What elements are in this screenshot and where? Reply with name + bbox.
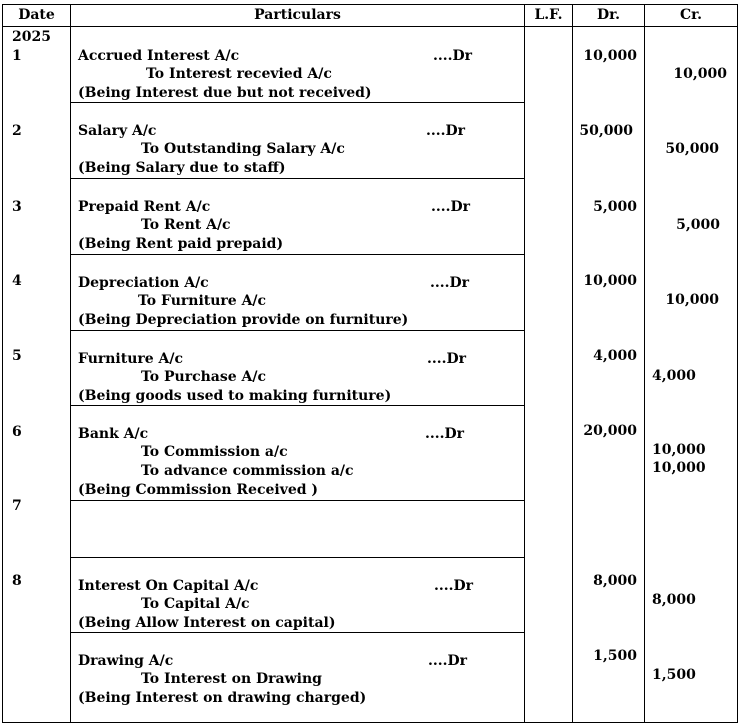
narration: (Being Interest due but not received) <box>78 85 372 101</box>
cr-amount: 10,000 <box>673 66 727 82</box>
debit-account: Furniture A/c <box>78 351 184 367</box>
debit-account: Interest On Capital A/c <box>78 578 259 594</box>
credit-account: To Interest recevied A/c <box>146 66 332 82</box>
entry-separator <box>70 405 525 406</box>
dr-amount: 10,000 <box>583 273 637 289</box>
entry-number: 8 <box>12 573 22 589</box>
border-bottom <box>2 722 738 723</box>
year-label: 2025 <box>12 29 51 45</box>
entry-number: 2 <box>12 123 22 139</box>
dr-amount: 10,000 <box>583 48 637 64</box>
credit-account: To Interest on Drawing <box>141 671 322 687</box>
credit-account: To Capital A/c <box>141 596 250 612</box>
narration: (Being Commission Received ) <box>78 482 319 498</box>
entry-separator <box>70 102 525 103</box>
border-top <box>2 4 738 5</box>
narration: (Being Salary due to staff) <box>78 160 286 176</box>
dr-amount: 20,000 <box>583 423 637 439</box>
debit-account: Drawing A/c <box>78 653 174 669</box>
dr-marker: ....Dr <box>425 426 465 442</box>
entry-separator <box>70 254 525 255</box>
entry-number: 4 <box>12 273 22 289</box>
dr-marker: ....Dr <box>433 48 473 64</box>
entry-separator <box>70 330 525 331</box>
header-particulars: Particulars <box>254 7 341 23</box>
header-date: Date <box>18 7 55 23</box>
entry-number: 5 <box>12 348 22 364</box>
cr-amount: 5,000 <box>676 217 720 233</box>
border-left <box>2 4 3 723</box>
header-divider <box>2 26 738 27</box>
narration: (Being goods used to making furniture) <box>78 388 392 404</box>
entry-separator <box>70 500 525 501</box>
entry-number: 7 <box>12 498 22 514</box>
cr-amount: 10,000 <box>652 460 706 476</box>
entry-separator <box>70 178 525 179</box>
cr-amount: 50,000 <box>665 141 719 157</box>
cr-amount: 4,000 <box>652 368 696 384</box>
entry-separator <box>70 557 525 558</box>
dr-marker: ....Dr <box>428 653 468 669</box>
narration: (Being Rent paid prepaid) <box>78 236 284 252</box>
dr-marker: ....Dr <box>431 199 471 215</box>
narration: (Being Interest on drawing charged) <box>78 690 367 706</box>
cr-amount: 1,500 <box>652 667 696 683</box>
entry-number: 6 <box>12 424 22 440</box>
dr-amount: 1,500 <box>593 648 637 664</box>
dr-marker: ....Dr <box>427 351 467 367</box>
border-right <box>737 4 738 723</box>
debit-account: Prepaid Rent A/c <box>78 199 211 215</box>
entry-separator <box>70 632 525 633</box>
dr-amount: 8,000 <box>593 573 637 589</box>
credit-account: To Purchase A/c <box>141 369 267 385</box>
debit-account: Bank A/c <box>78 426 149 442</box>
dr-marker: ....Dr <box>426 123 466 139</box>
entry-number: 1 <box>12 48 22 64</box>
credit-account: To Rent A/c <box>141 217 231 233</box>
credit-account: To advance commission a/c <box>141 463 354 479</box>
cr-amount: 10,000 <box>652 442 706 458</box>
entry-number: 3 <box>12 199 22 215</box>
narration: (Being Depreciation provide on furniture) <box>78 312 409 328</box>
credit-account: To Furniture A/c <box>138 293 267 309</box>
header-cr: Cr. <box>679 7 703 23</box>
col-divider-dr <box>644 4 645 723</box>
debit-account: Depreciation A/c <box>78 275 209 291</box>
header-dr: Dr. <box>596 7 621 23</box>
credit-account: To Commission a/c <box>141 444 288 460</box>
dr-amount: 50,000 <box>579 123 633 139</box>
cr-amount: 10,000 <box>665 292 719 308</box>
dr-amount: 4,000 <box>593 348 637 364</box>
debit-account: Salary A/c <box>78 123 157 139</box>
dr-marker: ....Dr <box>430 275 470 291</box>
dr-amount: 5,000 <box>593 199 637 215</box>
cr-amount: 8,000 <box>652 592 696 608</box>
col-divider-lf <box>572 4 573 723</box>
col-divider-particulars <box>524 4 525 723</box>
col-divider-date <box>70 4 71 723</box>
debit-account: Accrued Interest A/c <box>78 48 240 64</box>
narration: (Being Allow Interest on capital) <box>78 615 336 631</box>
credit-account: To Outstanding Salary A/c <box>141 141 345 157</box>
dr-marker: ....Dr <box>434 578 474 594</box>
header-lf: L.F. <box>534 7 563 23</box>
